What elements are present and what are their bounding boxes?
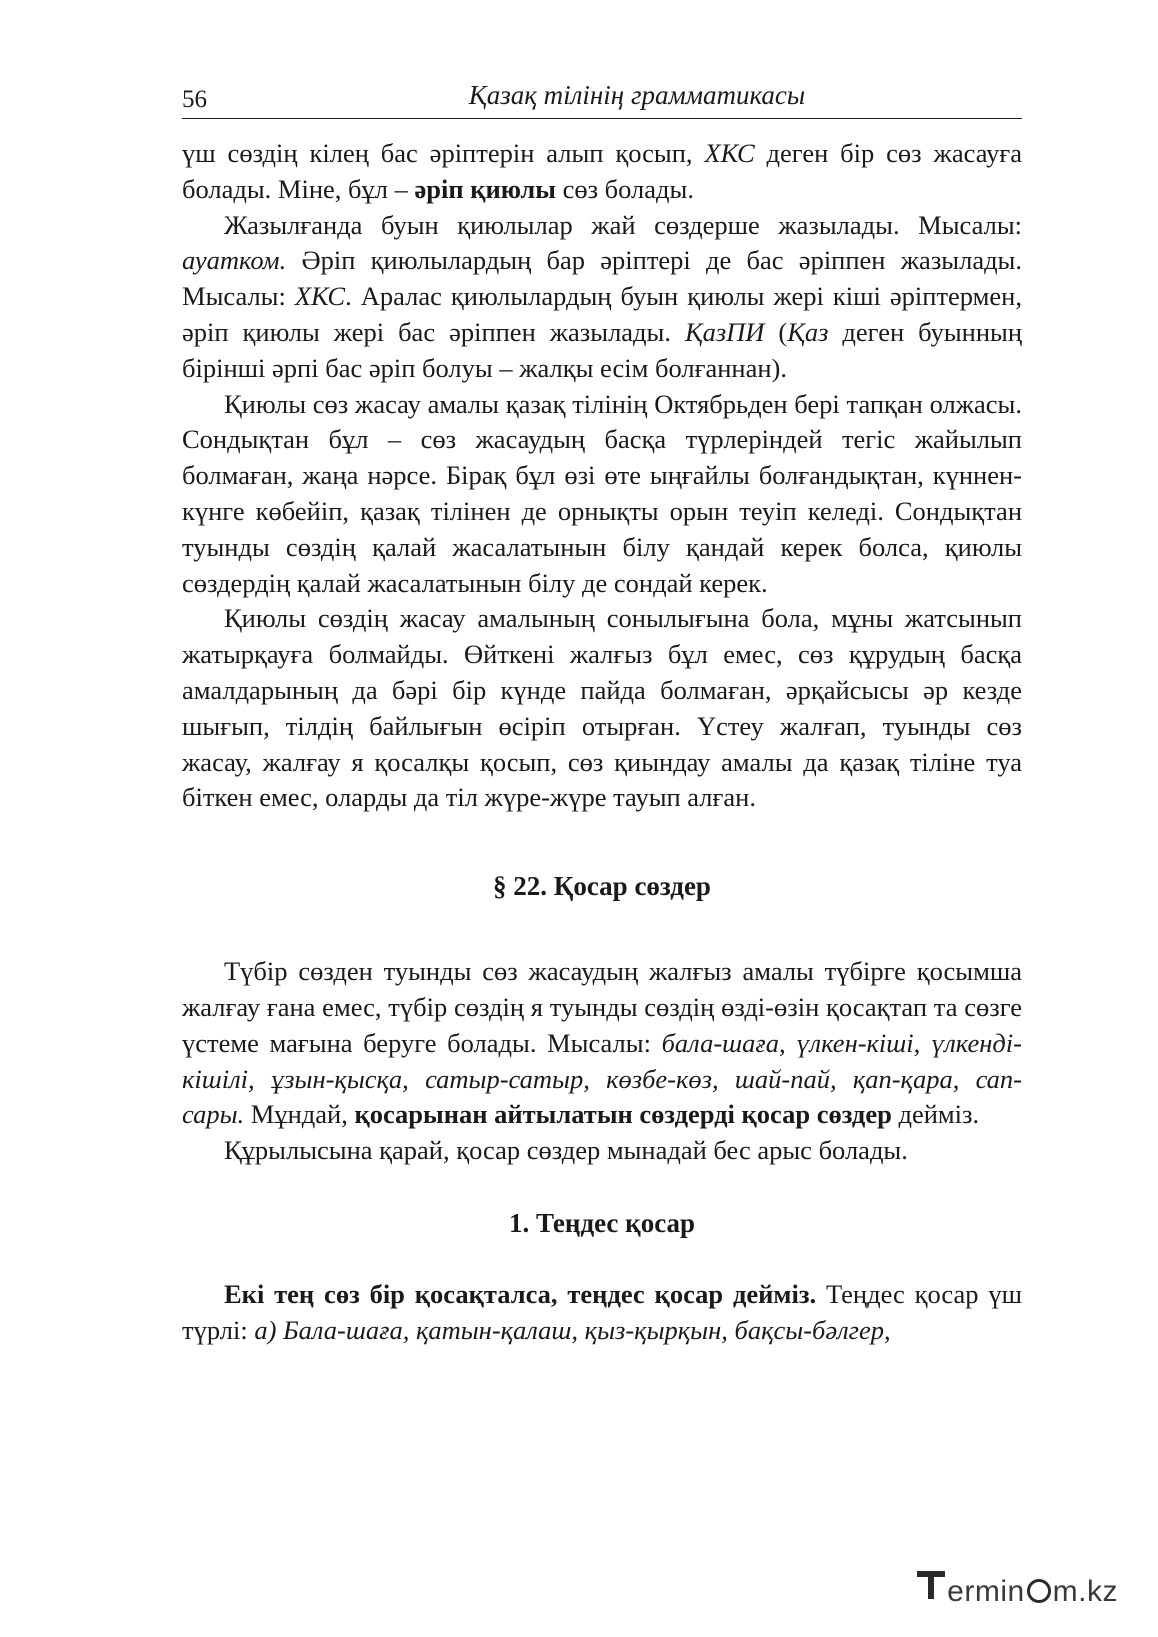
logo-t-icon — [917, 1571, 945, 1605]
paragraph-4: Қиюлы сөздің жасау амалының сонылығына бола, мұны жатсынып жатырқауға болмайды. Өйткені жалғыз бұл емес, сөз құрудың басқа амалдарының да бәрі бір күнде пайда болмаған, әрқайсысы әр кезде шығып, тілдің байлығын өсіріп отырған. Үстеу жалғап, туынды сөз жасау, жалғау я қосалқы қосып, сөз қиындау амалы да қазақ тіліне туа біткен емес, оларды да тіл жүре-жүре тауып алған. — [182, 603, 1022, 813]
paragraph-6: Құрылысына қарай, қосар сөздер мынадай бес арыс болады. — [224, 1135, 908, 1166]
text-run: . Аралас қиюлылардың буын қиюлы жері кіші әріптермен, әріп қиюлы жері бас әріппен жазылады. — [182, 281, 1022, 347]
text-run: деген буынның бірінші әрпі бас әріп болуы – жалқы есім болғаннан). — [182, 316, 1022, 383]
site-watermark — [917, 1567, 1118, 1609]
italic-run: бала-шаға, үлкен-кіші, үлкенді-кішілі, ұзын-қысқа, сатыр-сатыр, көзбе-көз, шай-пай, қап-қара, сап-сары. — [182, 1027, 1022, 1130]
italic-run: ҚазПИ — [684, 316, 765, 347]
italic-run: а) Бала-шаға, қатын-қалаш, қыз-қырқын, бақсы-бәлгер, — [254, 1314, 891, 1345]
italic-run: ауатком. — [182, 245, 287, 276]
italic-run: Қаз — [787, 316, 829, 347]
watermark-text: m.kz — [1052, 1575, 1118, 1608]
paragraph-3: Қиюлы сөз жасау амалы қазақ тілінің Октябрьден бері тапқан олжасы. Сондықтан бұл – сөз жасаудың басқа түрлеріндей тегіс жайылып болмаған, жаңа нәрсе. Бірақ бұл өзі өте ыңғайлы болғандықтан, күннен-күнге көбейіп, қазақ тілінен де орнықты орын теуіп келеді. Сондықтан туынды сөздің қалай жасалатынын білу қандай керек болса, қиюлы сөздердің қалай жасалатынын білу де сондай керек. — [182, 388, 1022, 598]
text-run: сөз болады. — [555, 173, 694, 204]
watermark-text: ermin — [947, 1575, 1025, 1608]
italic-run: ХКС — [294, 281, 346, 312]
bold-run: әріп қиюлы — [414, 173, 556, 204]
text-run: деген бір сөз жасауға болады. Міне, бұл – — [182, 138, 1022, 204]
italic-run: ХКС — [704, 138, 755, 168]
text-run: дейміз. — [891, 1099, 980, 1130]
body-text — [182, 136, 1022, 1349]
paragraph-2 — [182, 208, 1022, 387]
text-run: Теңдес қосар үш түрлі: — [182, 1278, 1023, 1345]
bold-run: қосарынан айтылатын сөздерді қосар сөздер — [354, 1099, 892, 1130]
bold-run: Екі тең сөз бір қосақталса, теңдес қосар дейміз. — [224, 1278, 817, 1309]
subsection-heading: 1. Теңдес қосар — [508, 1207, 696, 1238]
text-run: Мұндай, — [244, 1099, 355, 1130]
running-title: Қазақ тілінің грамматикасы — [468, 80, 806, 110]
paragraph-1 — [182, 136, 1022, 208]
paragraph-5 — [182, 954, 1022, 1133]
section-heading: § 22. Қосар сөздер — [493, 871, 711, 902]
text-run: Жазылғанда буын қиюлылар жай сөздерше жазылады. Мысалы: — [224, 209, 1022, 240]
text-run: үш сөздің кілең бас әріптерін алып қосып, — [182, 138, 705, 168]
paragraph-7 — [182, 1277, 1022, 1349]
page-header — [182, 78, 1022, 119]
text-run: Әріп қиюлылардың бар әріптері де бас әріппен жазылады. Мысалы: — [182, 245, 1022, 312]
text-run: Түбір сөзден туынды сөз жасаудың жалғыз амалы түбірге қосымша жалғау ғана емес, түбір сөздің я туынды сөздің өзді-өзін қосақтап та сөзге үстеме мағына беруге болады. Мысалы: — [182, 956, 1022, 1058]
text-run: ( — [764, 316, 788, 347]
page-number: 56 — [182, 86, 207, 113]
logo-circle-icon — [1027, 1579, 1051, 1603]
